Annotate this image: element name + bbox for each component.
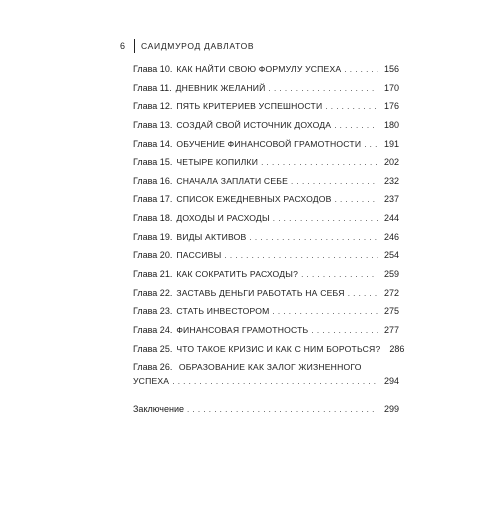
toc-chapter-title: ВИДЫ АКТИВОВ (176, 231, 247, 242)
toc-chapter-title: ДНЕВНИК ЖЕЛАНИЙ (175, 82, 266, 93)
toc-chapter-title: ЧЕТЫРЕ КОПИЛКИ (176, 157, 259, 168)
toc-chapter-number: Глава 18. (133, 213, 173, 224)
dot-leader (335, 194, 378, 206)
toc-page-number: 294 (383, 376, 399, 387)
dot-leader (261, 157, 378, 169)
toc-chapter-title: ЧТО ТАКОЕ КРИЗИС И КАК С НИМ БОРОТЬСЯ? (176, 343, 381, 354)
toc-chapter-title: КАК НАЙТИ СВОЮ ФОРМУЛУ УСПЕХА (176, 64, 342, 74)
toc-page-number: 232 (383, 175, 399, 186)
toc-chapter-number: Глава 20. (133, 250, 173, 261)
toc-entry (133, 249, 399, 268)
toc-chapter-number: Глава 21. (133, 269, 173, 280)
dot-leader (249, 232, 378, 244)
toc-page-number: 170 (383, 82, 399, 93)
toc-entry (133, 361, 399, 394)
toc-page-number: 254 (383, 250, 399, 261)
toc-page-number: 176 (383, 101, 399, 112)
toc-entry-conclusion (133, 403, 399, 422)
toc-page-number: 237 (383, 194, 399, 205)
toc-entry (133, 343, 405, 362)
toc-page-number: 286 (389, 343, 405, 354)
dot-leader (269, 83, 378, 95)
toc-entry (133, 175, 399, 194)
toc-chapter-number: Глава 16. (133, 175, 173, 186)
running-header-author: САИДМУРОД ДАВЛАТОВ (141, 41, 255, 51)
toc-chapter-title: ОБУЧЕНИЕ ФИНАНСОВОЙ ГРАМОТНОСТИ (176, 138, 362, 149)
toc-entry (133, 268, 399, 287)
toc-entry (133, 119, 399, 138)
toc-page-number: 156 (383, 64, 399, 74)
toc-conclusion-title: Заключение (133, 403, 184, 414)
toc-entry (133, 287, 399, 306)
toc-chapter-number: Глава 19. (133, 231, 173, 242)
toc-entry-line (133, 361, 399, 375)
toc-chapter-number: Глава 23. (133, 306, 173, 317)
toc-page-number: 191 (383, 138, 399, 149)
dot-leader (224, 250, 378, 262)
toc-chapter-number: Глава 26. (133, 362, 173, 373)
toc-entry (133, 324, 399, 343)
toc-chapter-title: КАК СОКРАТИТЬ РАСХОДЫ? (176, 269, 299, 280)
toc-chapter-number: Глава 17. (133, 194, 173, 205)
dot-leader (291, 176, 378, 188)
dot-leader (334, 120, 378, 132)
dot-leader (311, 325, 378, 337)
dot-leader (187, 404, 378, 416)
toc-chapter-title: СНАЧАЛА ЗАПЛАТИ СЕБЕ (176, 175, 289, 186)
toc-entry (133, 212, 399, 231)
dot-leader (348, 288, 378, 300)
toc-chapter-number: Глава 22. (133, 287, 173, 298)
page-number: 6 (120, 41, 126, 51)
dot-leader (172, 376, 378, 388)
toc-entry (133, 138, 399, 157)
toc-entry (133, 100, 399, 119)
toc-page-number: 180 (383, 119, 399, 130)
toc-page-number: 275 (383, 306, 399, 317)
toc-chapter-title: ПЯТЬ КРИТЕРИЕВ УСПЕШНОСТИ (176, 101, 323, 112)
toc-chapter-number: Глава 14. (133, 138, 173, 149)
toc-chapter-number: Глава 10. (133, 64, 173, 74)
toc-entry (133, 63, 399, 82)
header-divider (134, 39, 135, 53)
toc-chapter-title-continuation: УСПЕХА (133, 376, 170, 387)
toc-page-number: 277 (383, 324, 399, 335)
toc-chapter-title: СПИСОК ЕЖЕДНЕВНЫХ РАСХОДОВ (176, 194, 332, 205)
dot-leader (273, 213, 378, 225)
toc-page-number: 272 (383, 287, 399, 298)
toc-page-number: 202 (383, 157, 399, 168)
toc-entry (133, 193, 399, 212)
toc-page-number: 244 (383, 213, 399, 224)
dot-leader (344, 64, 378, 76)
toc-page-number: 299 (383, 403, 399, 414)
toc-chapter-title: ЗАСТАВЬ ДЕНЬГИ РАБОТАТЬ НА СЕБЯ (176, 287, 345, 298)
toc-entry-line (133, 375, 399, 394)
toc-chapter-title: СОЗДАЙ СВОЙ ИСТОЧНИК ДОХОДА (176, 119, 332, 130)
table-of-contents (133, 63, 405, 422)
toc-chapter-number: Глава 13. (133, 119, 173, 130)
toc-entry (133, 82, 399, 101)
dot-leader (364, 139, 378, 151)
toc-chapter-number: Глава 12. (133, 101, 173, 112)
toc-chapter-title: СТАТЬ ИНВЕСТОРОМ (176, 306, 270, 317)
dot-leader (272, 306, 378, 318)
toc-chapter-number: Глава 25. (133, 343, 173, 354)
running-header (120, 39, 254, 53)
toc-chapter-number: Глава 24. (133, 324, 173, 335)
toc-entry (133, 156, 399, 175)
toc-chapter-title: ОБРАЗОВАНИЕ КАК ЗАЛОГ ЖИЗНЕННОГО (178, 362, 362, 373)
toc-page-number: 259 (383, 269, 399, 280)
toc-entry (133, 231, 399, 250)
toc-chapter-title: ПАССИВЫ (176, 250, 222, 261)
toc-chapter-title: ФИНАНСОВАЯ ГРАМОТНОСТЬ (176, 324, 309, 335)
toc-page-number: 246 (383, 231, 399, 242)
toc-entry (133, 305, 399, 324)
dot-leader (301, 269, 378, 281)
toc-chapter-number: Глава 15. (133, 157, 173, 168)
toc-chapter-number: Глава 11. (133, 82, 172, 93)
dot-leader (325, 101, 378, 113)
toc-chapter-title: ДОХОДЫ И РАСХОДЫ (176, 213, 270, 224)
